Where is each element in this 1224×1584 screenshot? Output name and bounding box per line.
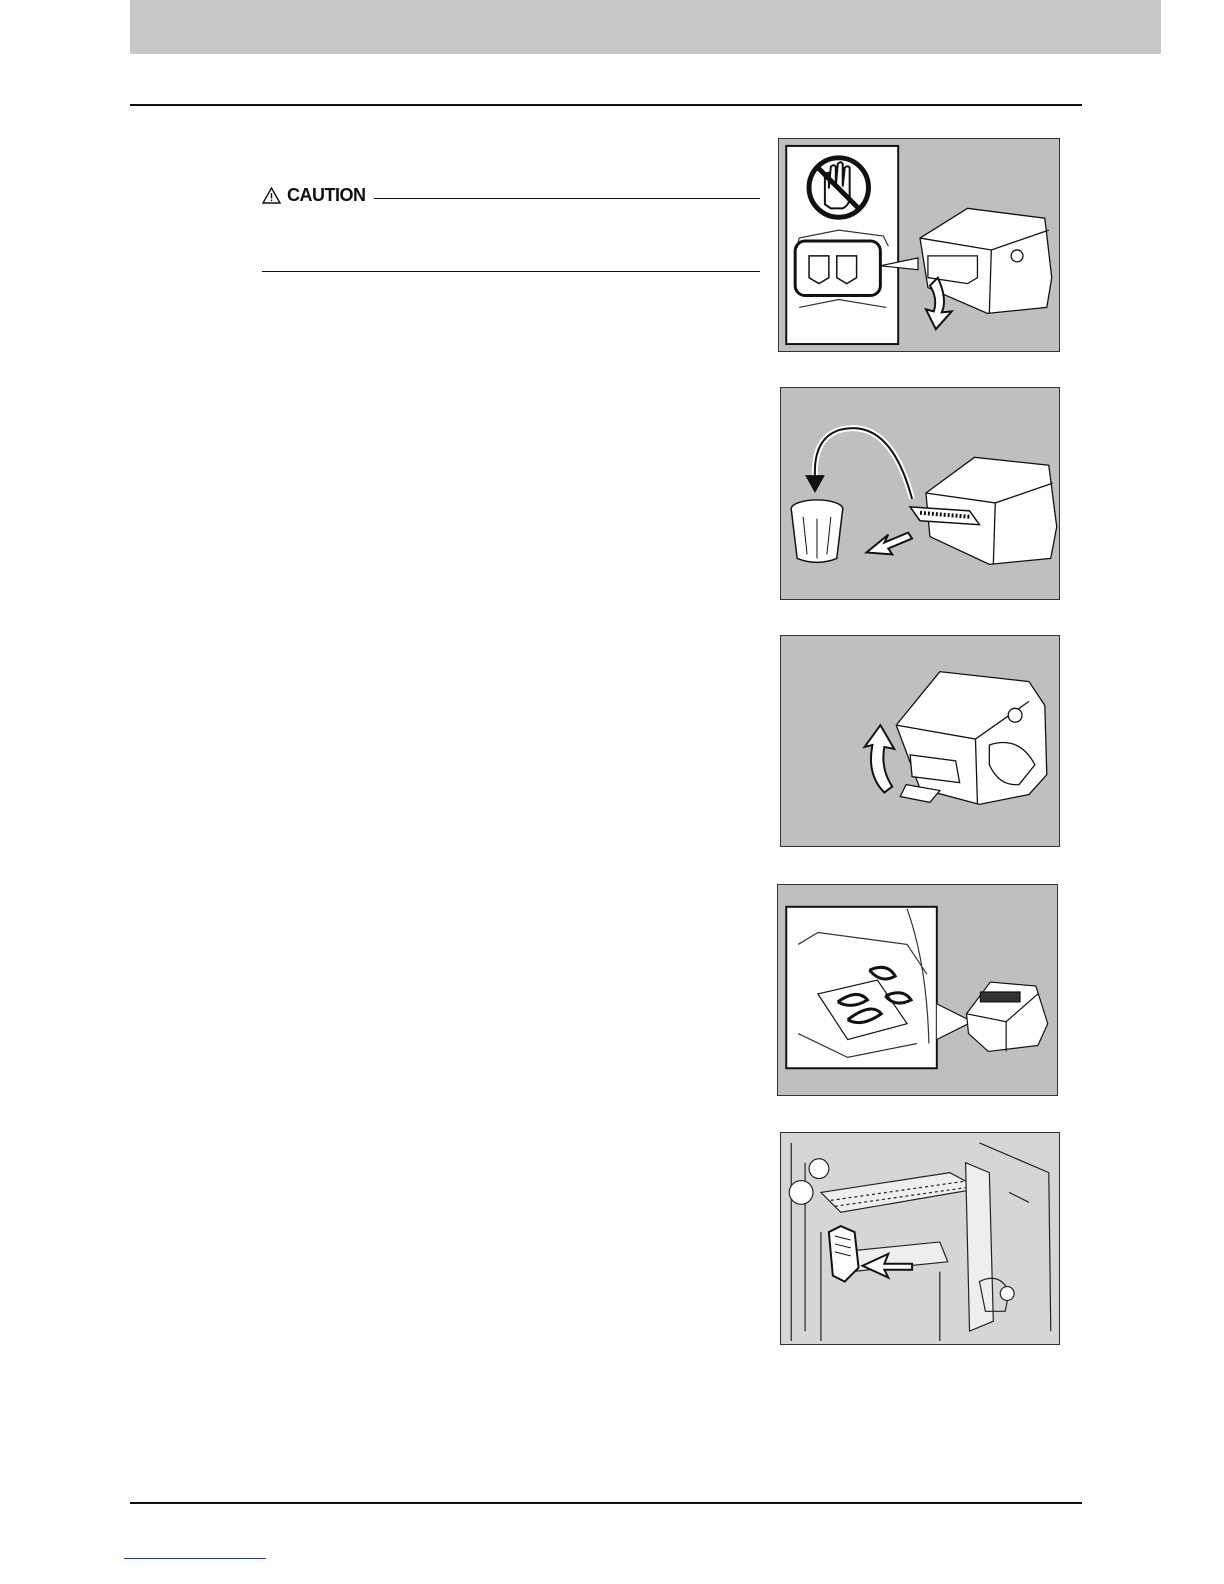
caution-header [262, 184, 760, 206]
raise-guide-figure [780, 635, 1060, 847]
stapler-unit-drawing [896, 672, 1047, 805]
discard-staple-sheet-figure [780, 387, 1060, 600]
footer-rule [130, 1502, 1082, 1504]
pull-arrow-icon [867, 533, 913, 555]
up-arrow-icon [865, 725, 895, 792]
trash-bin-icon [791, 500, 843, 562]
caution-rule [374, 198, 761, 199]
curved-arrow-icon [805, 475, 825, 493]
no-touch-hand-icon [809, 158, 868, 217]
staple-cartridge-detail-figure [777, 884, 1058, 1096]
stapler-unit-drawing [967, 982, 1048, 1051]
caution-box [262, 184, 760, 274]
header-band [130, 0, 1161, 54]
caution-bottom-rule [262, 271, 760, 272]
hand-stop-figure [778, 138, 1060, 352]
header-rule [130, 104, 1082, 106]
warning-triangle-icon [262, 187, 281, 204]
footer-link-underline[interactable] [124, 1558, 266, 1559]
insert-cartridge-figure [780, 1132, 1060, 1345]
caution-label: CAUTION [287, 184, 366, 205]
